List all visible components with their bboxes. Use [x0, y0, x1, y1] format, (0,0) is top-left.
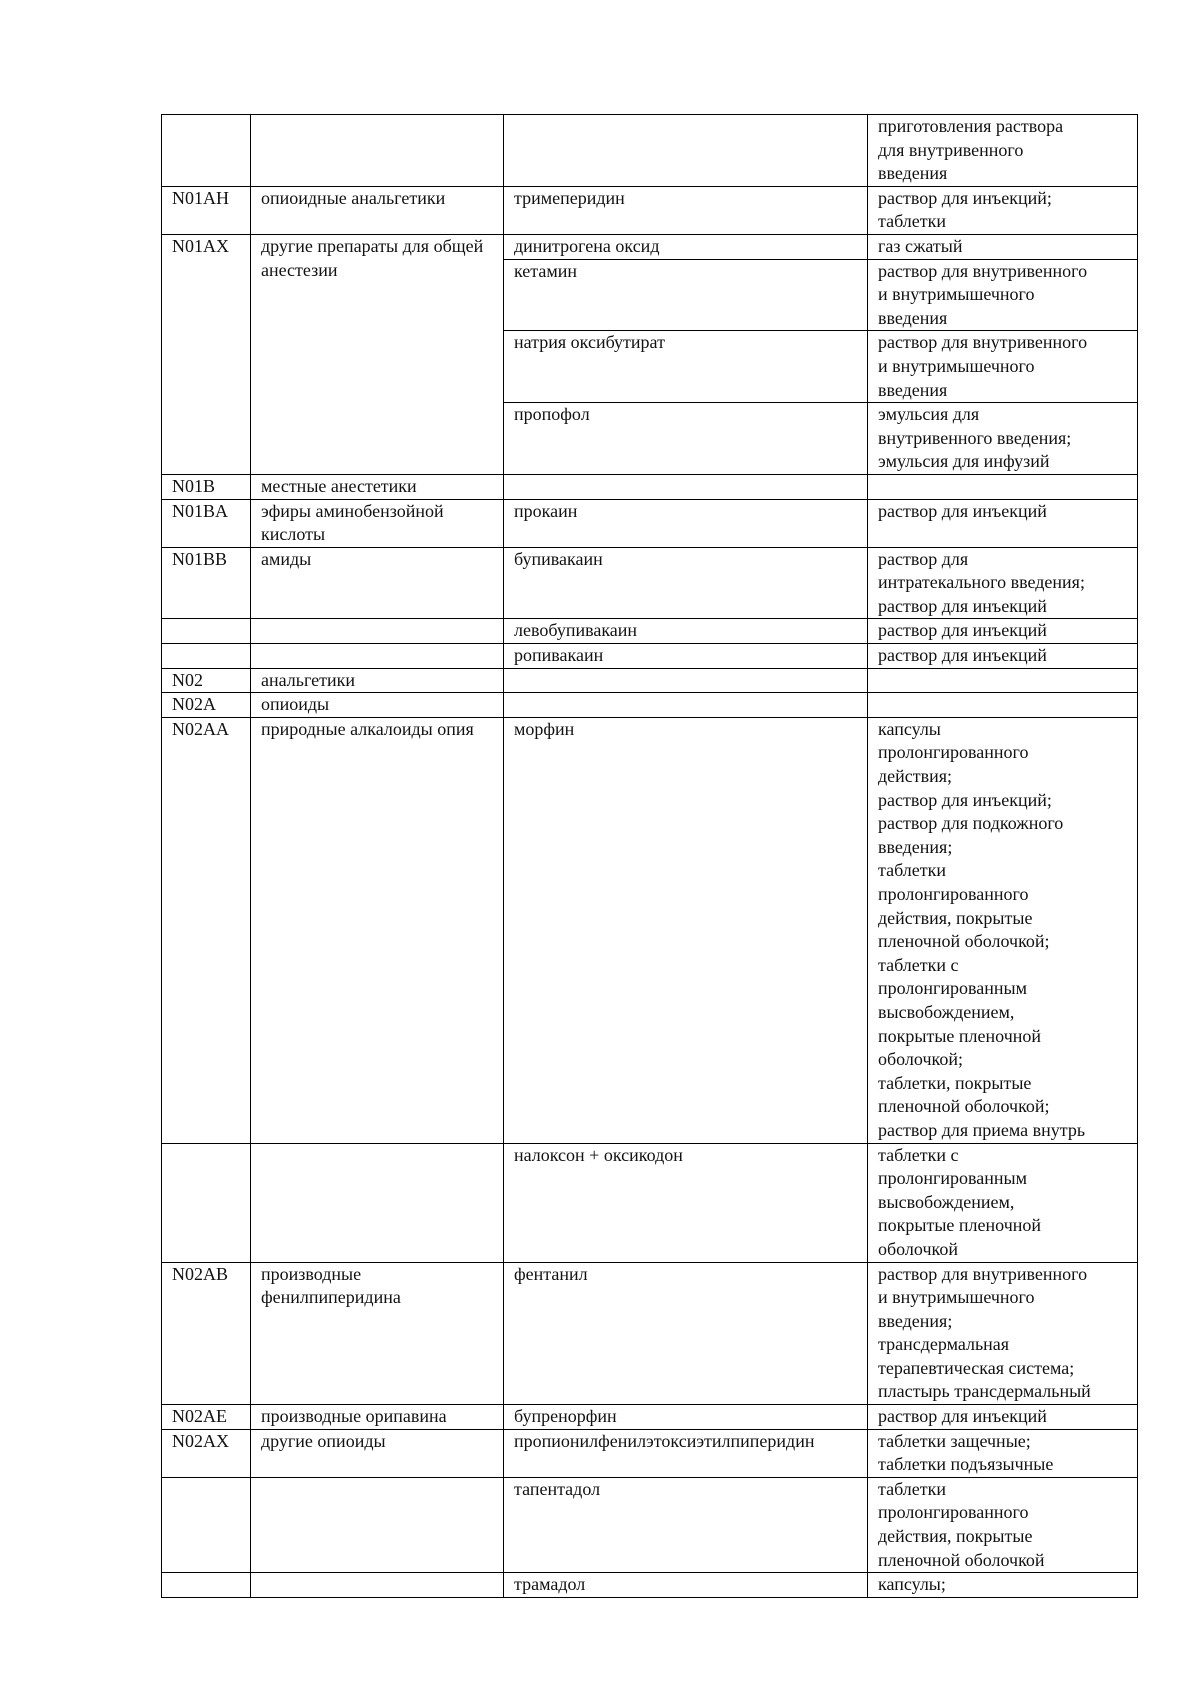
dosage-form-cell [868, 619, 1138, 644]
dosage-form-line: действия, покрытые [878, 907, 1033, 928]
drug-name-cell [504, 115, 868, 187]
atc-group-cell [251, 1143, 504, 1262]
dosage-form-cell [868, 717, 1138, 1143]
dosage-form-line: таблетки [878, 1478, 947, 1499]
drug-name-cell: натрия оксибутират [504, 331, 868, 403]
dosage-form-line: таблетки подъязычные [878, 1454, 1054, 1475]
atc-code-cell [162, 1143, 251, 1262]
table-row [162, 234, 1138, 259]
dosage-form-line: раствор для внутривенного [878, 332, 1088, 353]
dosage-form-line: и внутримышечного [878, 1287, 1035, 1308]
dosage-form-line: таблетки защечные; [878, 1430, 1031, 1451]
atc-code-cell: N02AE [162, 1405, 251, 1430]
atc-code-cell: N01B [162, 474, 251, 499]
dosage-form-line: газ сжатый [878, 235, 963, 256]
dosage-form-line: оболочкой [878, 1238, 958, 1259]
atc-code-cell: N01BA [162, 499, 251, 547]
dosage-form-cell [868, 1143, 1138, 1262]
dosage-form-line: высвобождением, [878, 1191, 1015, 1212]
dosage-form-line: раствор для внутривенного [878, 1263, 1088, 1284]
drug-name-cell: тапентадол [504, 1477, 868, 1572]
dosage-form-line: пленочной оболочкой; [878, 931, 1050, 952]
dosage-form-cell [868, 1405, 1138, 1430]
dosage-form-cell [868, 547, 1138, 619]
dosage-form-line: раствор для приема внутрь [878, 1119, 1086, 1140]
dosage-form-line: капсулы [878, 718, 941, 739]
table-row [162, 499, 1138, 547]
atc-code-cell: N02A [162, 693, 251, 718]
atc-code-cell: N01AH [162, 186, 251, 234]
dosage-form-line: пролонгированного [878, 1502, 1029, 1523]
table-row [162, 693, 1138, 718]
dosage-form-cell [868, 403, 1138, 475]
dosage-form-cell [868, 1429, 1138, 1477]
atc-code-cell: N01AX [162, 234, 251, 474]
dosage-form-line: оболочкой; [878, 1049, 963, 1070]
atc-group-cell [251, 619, 504, 644]
atc-group-cell [251, 115, 504, 187]
dosage-form-line: раствор для инъекций; [878, 187, 1052, 208]
dosage-form-cell [868, 1262, 1138, 1405]
dosage-form-line: эмульсия для [878, 404, 980, 425]
table-row [162, 1143, 1138, 1262]
table-row [162, 186, 1138, 234]
dosage-form-line: таблетки с [878, 954, 959, 975]
dosage-form-line: пролонгированным [878, 1168, 1028, 1189]
table-row [162, 619, 1138, 644]
dosage-form-line: пролонгированного [878, 742, 1029, 763]
dosage-form-line: раствор для [878, 548, 969, 569]
atc-group-cell: другие препараты для общей анестезии [251, 234, 504, 474]
dosage-form-line: капсулы; [878, 1574, 946, 1595]
dosage-form-line: эмульсия для инфузий [878, 451, 1050, 472]
document-page [161, 114, 1137, 1598]
table-row [162, 717, 1138, 1143]
drug-name-cell: тримеперидин [504, 186, 868, 234]
table-row [162, 1429, 1138, 1477]
drug-name-cell [504, 668, 868, 693]
dosage-form-cell [868, 1477, 1138, 1572]
dosage-form-line: покрытые пленочной [878, 1025, 1042, 1046]
table-row [162, 1573, 1138, 1598]
atc-code-cell: N02AB [162, 1262, 251, 1405]
dosage-form-line: и внутримышечного [878, 355, 1035, 376]
atc-group-cell: природные алкалоиды опия [251, 717, 504, 1143]
atc-group-cell: эфиры аминобензойной кислоты [251, 499, 504, 547]
dosage-form-line: раствор для инъекций [878, 1406, 1047, 1427]
table-row [162, 644, 1138, 669]
drug-name-cell: динитрогена оксид [504, 234, 868, 259]
atc-code-cell [162, 644, 251, 669]
dosage-form-line: приготовления раствора [878, 116, 1064, 136]
table-row [162, 1477, 1138, 1572]
table-row [162, 547, 1138, 619]
dosage-form-line: таблетки с [878, 1144, 959, 1165]
dosage-form-line: раствор для инъекций [878, 620, 1047, 641]
dosage-form-line: введения [878, 307, 948, 328]
drug-name-cell: налоксон + оксикодон [504, 1143, 868, 1262]
atc-group-cell: опиоиды [251, 693, 504, 718]
dosage-form-cell [868, 668, 1138, 693]
dosage-form-cell [868, 1573, 1138, 1598]
drug-name-cell: морфин [504, 717, 868, 1143]
dosage-form-line: раствор для подкожного [878, 813, 1064, 834]
dosage-form-cell [868, 331, 1138, 403]
dosage-form-line: пленочной оболочкой [878, 1549, 1045, 1570]
dosage-form-line: введения [878, 163, 948, 184]
dosage-form-line: раствор для инъекций [878, 595, 1047, 616]
dosage-form-cell [868, 115, 1138, 187]
dosage-form-line: таблетки [878, 860, 947, 881]
dosage-form-line: введения; [878, 1310, 953, 1331]
table-row [162, 474, 1138, 499]
dosage-form-line: интратекального введения; [878, 572, 1085, 593]
dosage-form-line: таблетки [878, 211, 947, 232]
dosage-form-cell [868, 234, 1138, 259]
dosage-form-line: пролонгированным [878, 978, 1028, 999]
drug-table [161, 114, 1138, 1598]
drug-name-cell [504, 474, 868, 499]
atc-code-cell: N02AX [162, 1429, 251, 1477]
dosage-form-line: внутривенного введения; [878, 427, 1072, 448]
dosage-form-line: для внутривенного [878, 139, 1024, 160]
drug-name-cell: ропивакаин [504, 644, 868, 669]
atc-code-cell: N02 [162, 668, 251, 693]
atc-code-cell: N02AA [162, 717, 251, 1143]
dosage-form-line: таблетки, покрытые [878, 1072, 1032, 1093]
drug-name-cell: кетамин [504, 259, 868, 331]
atc-group-cell: производные орипавина [251, 1405, 504, 1430]
atc-group-cell: анальгетики [251, 668, 504, 693]
dosage-form-line: действия, покрытые [878, 1526, 1033, 1547]
dosage-form-line: раствор для внутривенного [878, 260, 1088, 281]
dosage-form-line: покрытые пленочной [878, 1215, 1042, 1236]
drug-table-body [162, 115, 1138, 1598]
atc-group-cell: опиоидные анальгетики [251, 186, 504, 234]
drug-name-cell: пропофол [504, 403, 868, 475]
dosage-form-line: раствор для инъекций [878, 645, 1047, 666]
drug-name-cell: фентанил [504, 1262, 868, 1405]
atc-group-cell [251, 1573, 504, 1598]
dosage-form-line: трансдермальная [878, 1334, 1010, 1355]
drug-name-cell: трамадол [504, 1573, 868, 1598]
dosage-form-line: высвобождением, [878, 1001, 1015, 1022]
atc-group-cell: местные анестетики [251, 474, 504, 499]
dosage-form-cell [868, 259, 1138, 331]
dosage-form-line: раствор для инъекций [878, 500, 1047, 521]
atc-code-cell [162, 1477, 251, 1572]
atc-code-cell [162, 1573, 251, 1598]
dosage-form-line: пленочной оболочкой; [878, 1096, 1050, 1117]
drug-name-cell: левобупивакаин [504, 619, 868, 644]
dosage-form-line: раствор для инъекций; [878, 789, 1052, 810]
table-row [162, 1262, 1138, 1405]
dosage-form-cell [868, 644, 1138, 669]
table-row [162, 668, 1138, 693]
atc-code-cell [162, 115, 251, 187]
drug-name-cell [504, 693, 868, 718]
table-row [162, 115, 1138, 187]
dosage-form-line: введения; [878, 836, 953, 857]
dosage-form-line: пластырь трансдермальный [878, 1381, 1091, 1402]
drug-name-cell: прокаин [504, 499, 868, 547]
atc-code-cell: N01BB [162, 547, 251, 619]
drug-name-cell: бупренорфин [504, 1405, 868, 1430]
dosage-form-cell [868, 474, 1138, 499]
dosage-form-cell [868, 499, 1138, 547]
dosage-form-cell [868, 186, 1138, 234]
drug-name-cell: пропионилфенилэтоксиэтилпиперидин [504, 1429, 868, 1477]
dosage-form-line: и внутримышечного [878, 284, 1035, 305]
dosage-form-cell [868, 693, 1138, 718]
atc-code-cell [162, 619, 251, 644]
drug-name-cell: бупивакаин [504, 547, 868, 619]
atc-group-cell: другие опиоиды [251, 1429, 504, 1477]
dosage-form-line: терапевтическая система; [878, 1357, 1075, 1378]
atc-group-cell [251, 1477, 504, 1572]
dosage-form-line: действия; [878, 766, 953, 787]
atc-group-cell: производные фенилпиперидина [251, 1262, 504, 1405]
atc-group-cell: амиды [251, 547, 504, 619]
dosage-form-line: пролонгированного [878, 884, 1029, 904]
table-row [162, 1405, 1138, 1430]
atc-group-cell [251, 644, 504, 669]
dosage-form-line: введения [878, 379, 948, 400]
